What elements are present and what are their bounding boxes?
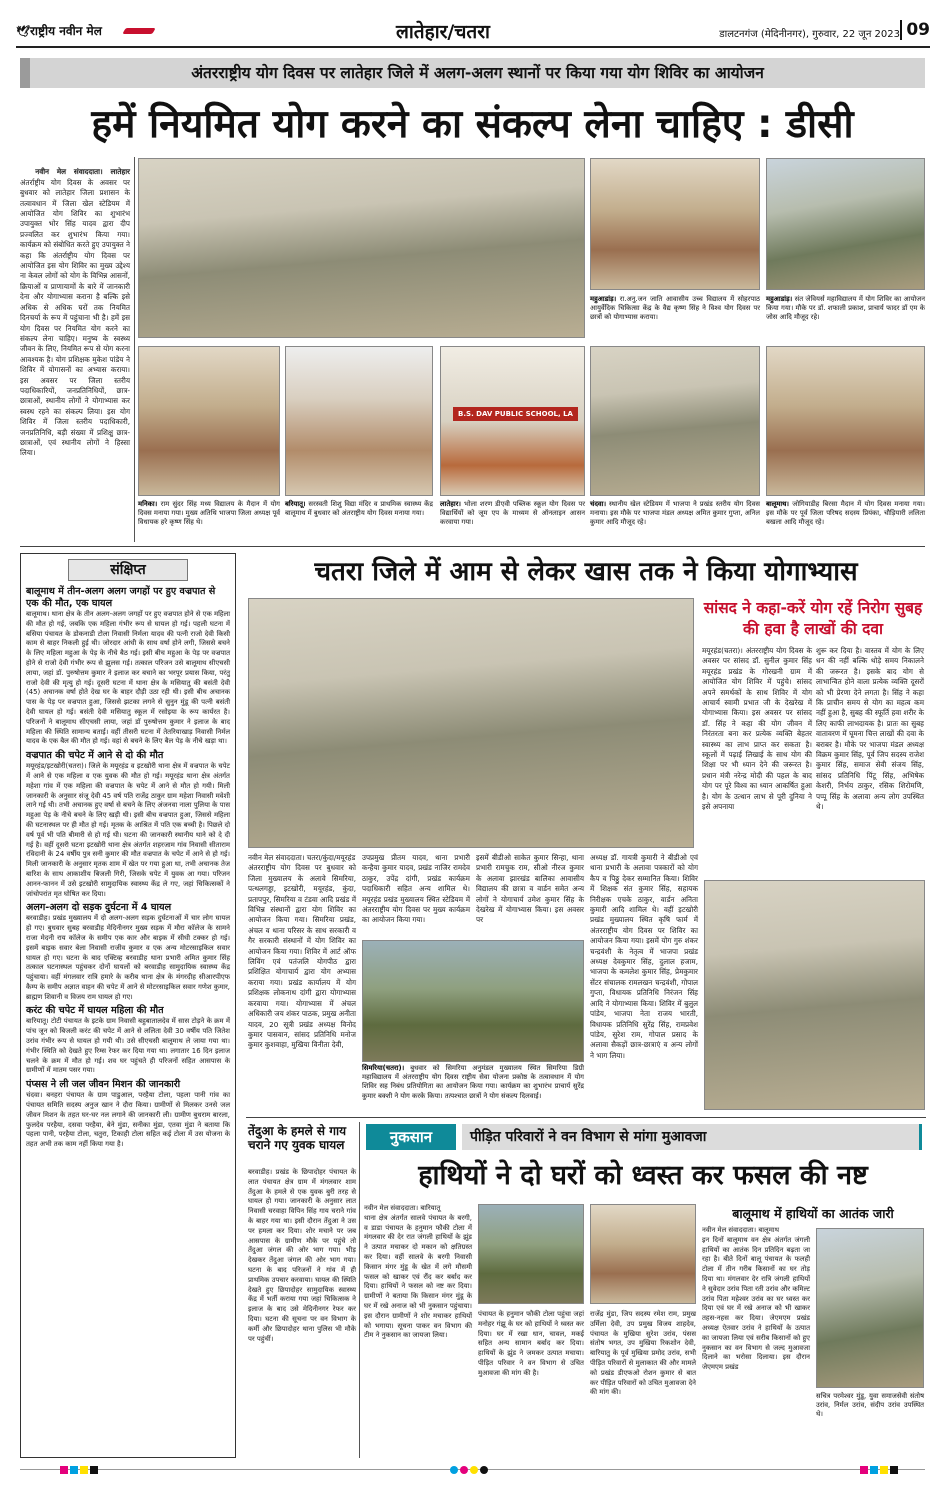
- section-title: लातेहार/चतरा: [396, 21, 490, 43]
- caption-balumath-elephant: सचित्र परमेश्वर मुंडू, युवा समाजसेवी संतोष उरांव, निर्मल उरांव, संदीप उरांव उपस्थित थे।: [816, 1392, 924, 1419]
- caption-balumath: बालूमाथ। जोगियाडीह बिरसा मैदान में योग दिवस मनाया गया। इस मौके पर पूर्व जिला परिषद सदस्य प्रियंका, चौड़ियारी ललिता बखला आदि मौजूद रहे।: [766, 500, 925, 527]
- mp-headline: सांसद ने कहा-करें योग रहें निरोग सुबह की हवा है लाखों की दवा: [703, 599, 923, 638]
- page-number: 09: [900, 20, 930, 40]
- logo-pen-mark: [122, 28, 155, 34]
- elephant-col3: राजेंद्र मुंडा, जिप सदस्य रमेश राम, प्रमुख उर्मिला देवी, उप प्रमुख विजय शाहदेव, पंचायत के मुखिया सुरेश उरांव, पंसस संतोष भगत, उप मुखिया रिकशोन देवी, बारियातु के पूर्व मुखिया प्रमोद उरांव, सभी पीड़ित परिवारों से मुलाकात की और मामले को प्रखंड डीएफओ रोशन कुमार से बात कर पीड़ित परिवारों को उचित मुआवजा देने की मांग की।: [590, 1310, 699, 1397]
- caption-mahuadanr-1: महुआडांड़। रा.अनु.जन जाति आवासीय उच्च विद्यालय में सोहरपाठ आयुर्वेदिक चिकित्सा केंद्र के वैद्य कृष्ण सिंह ने विश्व योग दिवस पर छात्रों को योगाभ्यास कराया।: [590, 295, 760, 322]
- balumath-article: नवीन मेल संवाददाता। बालूमाथ इन दिनों बालूमाथ वन क्षेत्र अंतर्गत जंगली हाथियों का आतंक दिन प्रतिदिन बढ़ता जा रहा है। बीते दिनों बालू पंचायत के फलही टोला में तीन गरीब किसानों का घर तोड़ दिया था। मंगलवार देर रात्रि जंगली हाथियों ने सुवेदार उरांव पिता रती उरांव और कमिल्ट उरांव पिता महेश्वर उरांव का घर ध्वस्त कर दिया एवं घर में रखे अनाज को भी खाकर तहस-नहस कर दिया। जेएमएम प्रखंड अध्यक्ष ऐतवार उरांव ने हाथियों के उत्पात का जायजा लिया एवं सरीब किसानों को हुए नुकसान का वन विभाग से जल्द मुआवजा दिलाने का भरोसा दिलाया। इस दौरान जेएमएम प्रखंड: [702, 1226, 810, 1372]
- brief-body-2: मयूरहंड/इटखोरी(चतरा)। जिले के मयूरहंड व इटखोरी थाना क्षेत्र में वज्रपात के चपेट में आने से एक महिला व एक युवक की मौत हो गई। मयूरहंड थाना क्षेत्र अंतर्गत महेशा गांव में एक महिला की वज्रपात के चपेट में आने से मौत हो गयी। मिली जानकारी के अनुसार संजू देवी 45 वर्ष पति राजेंद्र ठाकुर ग्राम महेशा निवासी मवेशी लाने गई थी। तभी अचानक हुए वर्षा से बचने के लिए अंजनवा नाला पुलिया के पास महुआ पेड़ के नीचे बचने के लिए खड़ी थी। इसी बीच वज्रपात हुआ, जिससे महिला की घटनास्थल पर ही मौत हो गई। मृतक के आश्रित में पति एक बच्ची है। पिछले दो वर्ष पूर्व भी पति बीमारी से हो गई थी। घटना की जानकारी स्थानीय थाने को दे दी गई है। वहीं दूसरी घटना इटखोरी थाना क्षेत्र अंतर्गत शहरजाम गांव निवासी सीताराम रविदानी के 24 वर्षीय पुत्र सनी कुमार की मौत वज्रपात के चपेट में आने से हो गई। मिली जानकारी के अनुसार मृतक शाम में खेत पर गया हुआ था, तभी अचानक तेज बारिश के साथ आकाशीय बिजली गिरी, जिसके चपेट में युवक आ गया। परिजन आनन-फानन में उसे इटखोरी सामुदायिक स्वास्थ्य केंद्र ले गए, जहां चिकित्सकों ने जांचोपरांत मृत घोषित कर दिया।: [26, 762, 233, 898]
- caption-manika: मनिका। राम सुंदर सिंह मध्य विद्यालय के मैदान में योग दिवस मनाया गया। मुख्य अतिथि भाजपा जिला अध्यक्ष पूर्व विधायक हरे कृष्ण सिंह थे।: [138, 500, 280, 527]
- top-banner: [20, 58, 925, 88]
- top-banner-text: अंतरराष्ट्रीय योग दिवस पर लातेहार जिले में अलग-अलग स्थानों पर किया गया योग शिविर का आयोजन: [191, 64, 764, 82]
- mp-article-col1: मयूरहंड(चतरा)। अंतरराष्ट्रीय योग दिवस के अवसर पर सांसद डॉ. सुनील कुमार सिंह मयूरहंड प्रखंड के गोरखनी ग्राम में आयोजित योग शिविर में पहुंचे। सांसद अपने समर्थकों के साथ शिविर में योग आचार्य स्वामी प्रभात जी के देखरेख में योगाभ्यास किया। इस अवसर पर सांसद डॉ. सिंह ने कहा की योग जीवन में निरंतरता बना कर प्रत्येक व्यक्ति बेहतर स्वास्थ्य का लाभ प्राप्त कर सकता है। स्कूलों में पढ़ाई लिखाई के साथ योग की शिक्षा पर भी ध्यान देने की जरूरत है। प्रधान मंत्री नरेन्द्र मोदी की पहल के बाद योग पर पूरे विश्व का ध्यान आकर्षित हुआ है। योग के उत्थान लाभ से पूरी दुनिया ने इसे अपनाया: [702, 646, 815, 812]
- briefs-box: [20, 553, 236, 1458]
- brief-heading-2: वज्रपात की चपेट में आने से दो की मौत: [26, 750, 164, 762]
- section-rule: [20, 546, 925, 547]
- brief-body-5: चंदवा। बनहरा पंचायत के ग्राम पाडुआल, परहैया टोला, पहला पानी गांव का पंचायत समिति सदस्य अनुज खान ने दौरा किया। ग्रामीणों से मिलकर उनसे जल जीवन मिशन के तहत घर-घर नल लगाने की जानकारी ली। ग्रामीण बुधराम बारला, फुलदेव परहैया, दसवा परहैया, बेने मुंडा, सनीका मुंडा, एतवा मुंडा ने बताया कि पहला पानी, परहैया टोला, चतुरा, टिकाही टोला सहित कई टोला में उस योजना के तहत अभी तक काम नहीं किया गया है।: [26, 1091, 233, 1149]
- top-headline: हमें नियमित योग करने का संकल्प लेना चाहिए : डीसी: [91, 102, 854, 147]
- caption-latehar: लातेहार। भोला शरण डीएवी पब्लिक स्कूल योग दिवस पर विद्यार्थियों को जूम एप के माध्यम से ऑनलाइन आसन करवाया गया।: [440, 500, 585, 527]
- simaria-college-photo: [362, 940, 584, 1062]
- chatra-rule: [246, 1117, 926, 1118]
- balumath-headline: बालूमाथ में हाथियों का आतंक जारी: [732, 1206, 894, 1221]
- chatra-col4: अध्यक्ष डॉ. गायत्री कुमारी ने बीडीओ एवं थाना प्रभारी के अलावा पत्रकारों को योग कैप व पिठ्ठु देकर सम्मानित किया। शिविर में शिक्षक संत कुमार सिंह, सहायक निरीक्षक एचके ठाकुर, वार्डन अनिता कुमारी आदि शामिल थे। वहीं इटखोरी प्रखंड मुख्यालय स्थित कृषि फार्म में अंतरराष्ट्रीय योग दिवस पर शिविर का आयोजन किया गया। इसमें योग गुरु शंकर चन्द्रवंशी के नेतृत्व में भाजपा प्रखंड अध्यक्ष देवकुमार सिंह, दुलाल हजाम, भाजपा के कमलेश कुमार सिंह, प्रेमकुमार सेंटर संचालक रामलखन चन्द्रवंशी, गोपाल गुप्ता, विधायक प्रतिनिधि निरंजन सिंह आदि ने योगाभ्यास किया। शिविर में बुलुल पांडेय, भाजपा नेता राजय भारती, विधायक प्रतिनिधि सुरेंद्र सिंह, रामप्रवेश पांडेय, सुरेश राम, गोपाल प्रसाद के अलावा सैकड़ों छात्र-छात्राएं व अन्य लोगों ने भाग लिया।: [590, 853, 701, 1060]
- brief-heading-1: बालूमाथ में तीन-अलग अलग जगहों पर हुए वज्रपात से एक की मौत, एक घायल: [26, 586, 216, 609]
- elephant-house-photo-2: [590, 1204, 696, 1304]
- mahuadanr-college-photo: [766, 158, 925, 290]
- caption-bariyatu: बरियातू। सरस्वती शिशु विद्या मंदिर व प्राथमिक स्वास्थ्य केंद्र बालूमाथ में बुधवार को अंतराष्ट्रीय योग दिवस मनाया गया।: [285, 500, 433, 518]
- chatra-yoga-photo: [248, 598, 694, 848]
- brief-body-3: बरवाडीह। प्रखंड मुख्यालय में दो अलग-अलग सड़क दुर्घटनाओं में चार लोग घायल हो गए। बुधवार सुबह बरवाडीह मेदिनीनगर मुख्य सड़क में मौरा कॉलेज के सामने राजा मेदनी राय कॉलेज के समीप एक कार और बाइक में सीधी टक्कर हो गई। इसमें बाइक सवार बेला निवासी राजीव कुमार व एक अन्य मोटरसाइकिल सवार घायल हो गए। घटना के बाद एक्टिव्ह बरवाडीह थाना प्रभारी अमित कुमार सिंह तत्काल घटनास्थल पहुंचकर दोनों घायलों को बरवाडीह सामुदायिक स्वास्थ्य केंद्र पहुंचाया। वहीं मंगलवार रात्रि हमारे के करीब थाना क्षेत्र के मंगरदीह सीआरपीएफ कैम्प के समीप अज्ञात वाहन की चपेट में आने से मोटरसाइकिल सवार गणेश कुमार, ब्राह्मण शिवानी व विजय राम घायल हो गए।: [26, 914, 233, 1001]
- brief-heading-5: पंप्सस ने ली जल जीवन मिशन की जानकारी: [26, 1079, 181, 1091]
- leopard-headline: तेंदुआ के हमले से गाय चराने गए युवक घायल: [248, 1124, 347, 1152]
- bariyatu-photo: [285, 346, 433, 496]
- balumath-elephant-photo: [816, 1228, 924, 1388]
- manika-photo: [138, 346, 280, 496]
- chatra-headline: चतरा जिले में आम से लेकर खास तक ने किया योगाभ्यास: [314, 557, 858, 587]
- stadium-yoga-photo: [138, 158, 585, 338]
- elephant-col1: नवीन मेल संवाददाता। बारियातू थाना क्षेत्र अंतर्गत सालवे पंचायत के बरगी, व डाडा पंचायत के हनुमान फौकी टोला में मंगलवार की देर रात जंगली हाथियों के झुंड ने उत्पात मचाकर दो मकान को क्षतिग्रस्त कर दिया। वहीं सालवे के बरगी निवासी किसान मंगर मुंडू के खेत में लगे मौसमी फसल को खाकर एवं रौंद कर बर्बाद कर दिया। हाथियों ने फसल को नष्ट कर दिया। ग्रामीणों ने बताया कि किसान मंगर मुंडू के घर में रखे अनाज को भी नुकसान पहुंचाया। इस दौरान ग्रामीणों ने शोर मचाकर हाथियों को भगाया। सूचना पाकर वन विभाग की टीम ने नुकसान का जायजा लिया।: [364, 1204, 472, 1340]
- elephant-col2: पंचायत के हनुमान फौकी टोला पहुंचा जहां मनोहर गंझू के घर को हाथियों ने ध्वस्त कर दिया। घर में रखा धान, चावल, मकई सहित अन्य सामान बर्बाद कर दिया। हाथियों के झुंड ने जमकर उत्पात मचाया। पीड़ित परिवार ने वन विभाग से उचित मुआवजा की मांग की है।: [478, 1310, 587, 1377]
- elephant-house-photo-1: [478, 1204, 584, 1304]
- briefs-content: [21, 581, 235, 1150]
- masthead: [16, 18, 930, 46]
- top-article-body: नवीन मेल संवाददाता। लातेहार अंतर्राष्ट्रीय योग दिवस के अवसर पर बुधवार को लातेहार जिला प्रशासन के तत्वावधान में जिला खेल स्टेडियम में आयोजित योग शिविर का शुभारंभ उपायुक्त भोर सिंह यादव द्वारा दीप प्रज्वलित कर शुभारंभ किया गया। कार्यक्रम को संबोधित करते हुए उपायुक्त ने कहा कि अंतर्राष्ट्रीय योग दिवस पर आयोजित इस योग शिविर का मुख्य उद्देश्य ना केवल लोगों को योग के विभिन्न आसनों, क्रियाओं व प्राणायामों के बारे में जानकारी देना और योगाभ्यास कराना है बल्कि इसे अधिक से अधिक घरों तक नियमित दिनचर्या के रूप में पहुंचाना भी है। हमें इस योग दिवस पर नियमित योग करने का संकल्प लेना चाहिए। मनुष्य के स्वस्थ्य जीवन के लिए, नियमित रूप से योग करना आवश्यक है। योग प्रशिक्षक मुकेश पांडेय ने शिविर में योगासनों का अभ्यास कराया। इस अवसर पर जिला स्तरीय पदाधिकारियों, जनप्रतिनिधियों, छात्र-छात्राओं, स्थानीय लोगों ने योगाभ्यास कर स्वस्थ रहने का संकल्प लिया। इस योग शिविर में जिला स्तरीय पदाधिकारी, जनप्रतिनिधि, बड़ी संख्या में प्रशिक्षु छात्र-छात्राओं, एवं स्थानीय लोगों ने हिस्सा लिया।: [20, 167, 133, 458]
- loss-tag: नुकसान: [366, 1124, 456, 1150]
- mahuadanr-school-photo: [590, 158, 760, 290]
- chandwa-photo: [590, 346, 760, 496]
- mp-article-col2: शुरू कर दिया है। वास्तव में योग के लिए धन की नहीं बल्कि थोड़े समय निकालने की जरूरत है। इसके बाद योग से लाभान्वित होने वाला प्रत्येक व्यक्ति दूसरों को भी प्रेरणा देने लगता है। सिंह ने कहा कि प्राचीन समय से योग का महत्व कम नहीं हुआ है, सुबह की स्फूर्ति हवा शरीर के लिए काफी लाभदायक है। प्रातः का सुबह वातावरण में घूमना चित्त लाखों की दवा के बराबर है। मौके पर भाजपा मंडल अध्यक्ष विक्रम कुमार सिंह, पूर्व जिप सदस्य राजेश कुमार सिंह, समाज सेवी संजय सिंह, सांसद प्रतिनिधि पिंटू सिंह, अभिषेक केशरी, निर्भय ठाकुर, रसिक शिरोमणि, पप्पू सिंह के अलावा अन्य लोग उपस्थित थे।: [816, 646, 927, 812]
- balumath-photo: [766, 346, 925, 496]
- caption-chandwa: चंदवा। स्थानीय खेल स्टेडियम में भाजपा ने प्रखंड स्तरीय योग दिवस मनाया। इस मौके पर भाजपा मंडल अध्यक्ष अमित कुमार गुप्ता, अनिल कुमार आदि मौजूद रहे।: [590, 500, 760, 527]
- chatra-col1: नवीन मेल संवाददाता। चतरा/कुंदा/मयूरहंड अंतरराष्ट्रीय योग दिवस पर बुधवार को जिला मुख्यालय के अलावे सिमरिया, पत्थलगड्डा, इटखोरी, मयूरहंड, कुंदा, प्रतापपुर, सिमरिया व टंडवा आदि प्रखंड में विभिन्न संस्थानों द्वारा योग शिविर का आयोजन किया गया। सिमरिया प्रखंड, अंचल व थाना परिसर के साथ सरकारी व गैर सरकारी संस्थानों में योग शिविर का आयोजन किया गया। शिविर में आर्ट ऑफ लिविंग एवं पतंजलि योगपीठ द्वारा प्रशिक्षित योगाचार्य द्वारा योग अभ्यास कराया गया। प्रखंड कार्यालय में योग प्रशिक्षक लोकनाथ दांगी द्वारा योगाभ्यास करवाया गया। योगाभ्यास में अंचल अधिकारी जय शंकर पाठक, प्रमुख अनीता यादव, 20 सूत्री प्रखंड अध्यक्ष विनोद कुमार पासवान, सांसद प्रतिनिधि मनोज कुमार कुशवाहा, मुखिया विनीता देवी,: [248, 853, 356, 1050]
- briefs-title: संक्षिप्त: [68, 559, 188, 581]
- elephant-headline: हाथियों ने दो घरों को ध्वस्त कर फसल की नष्ट: [418, 1160, 868, 1191]
- school-sign: B.S. DAV PUBLIC SCHOOL, LA: [453, 407, 578, 421]
- caption-simaria: सिमरिया(चतरा)। बुधवार को सिमरिया अनुमंडल मुख्यालय स्थित सिमरिया डिग्री महाविद्यालय में अंतरराष्ट्रीय योग दिवस राष्ट्रीय सेवा योजना प्रकोष्ठ के तत्वावधान में योग शिविर सह निबंध प्रतियोगिता का आयोजन किया गया। कार्यक्रम का शुभारंभ प्राचार्य सुरेंद्र कुमार बक्शी ने योग करके किया। तत्पश्चात छात्रों ने योग संकल्प दिलवाई।: [362, 1064, 584, 1100]
- print-registration-bar: [20, 1466, 925, 1480]
- bird-icon: 🕊: [16, 25, 30, 38]
- leopard-article: बरवाडीह। प्रखंड के छिपादोहर पंचायत के लात पंचायत क्षेत्र ग्राम में मंगलवार शाम तेंदुआ के हमले से एक युवक बुरी तरह से घायल हो गया। जानकारी के अनुसार लात निवासी चरवाहा विपिन सिंह गाय चराने गांव के बाहर गया था। इसी दौरान तेंदुआ ने उस पर हमला कर दिया। शोर मचाने पर जब आसपास के ग्रामीण मौके पर पहुंचे तो तेंदुआ जंगल की ओर भाग गया। भीड़ देखकर तेंदुआ जंगल की ओर भाग गया। घटना के बाद परिजनों ने गांव में ही प्राथमिक उपचार करवाया। घायल की स्थिति देखते हुए छिपादोहर सामुदायिक स्वास्थ्य केंद्र में भर्ती कराया गया जहां चिकित्सक ने इलाज के बाद उसे मेदिनीनगर रेफर कर दिया। घटना की सूचना पर वन विभाग के कर्मी और छिपादोहर थाना पुलिस भी मौके पर पहुंचीं।: [248, 1168, 359, 1343]
- brief-body-1: बालूमाथ। थाना क्षेत्र के तीन अलग-अलग जगहों पर हुए वज्रपात होने से एक महिला की मौत हो गई, जबकि एक महिला गंभीर रूप से घायल हो गई। पहली घटना में बसिया पंचायत के डोकनाडी टोला निवासी निर्मला यादव की पत्नी राजो देवी किसी काम से बाहर निकली हुई थी। जोरदार आंधी के साथ वर्षा होने लगी, जिससे बचने के लिए महिला महुआ के पेड़ के नीचे बैठ गई। इसी बीच महुआ के पेड़ पर वज्रपात होने से राजो देवी गंभीर रूप से झुलस गई। तत्काल परिजन उसे बालूमाथ सीएचसी लाया, जहां डॉ. पुरुषोत्तम कुमार ने इलाज कर बचाने का भरपूर प्रयास किया, परंतु राजो देवी की मृत्यु हो गई। दूसरी घटना में थाना क्षेत्र के मसियातु की बसंती देवी (45) अचानक वर्षा होते देख घर के बाहर दौड़ी उठा रही थी। इसी बीच अचानक पास के पेड़ पर वज्रपात हुआ, जिससे झटका लगने से सुनुन मुंडू की पत्नी बसंती देवी घायल हो गई। बसंती देवी मसियातु स्कूल में रसोइया के रूप कार्यरत है। परिजनों ने बालूमाथ सीएचसी लाया, जहां डॉ पुरुषोत्तम कुमार ने इलाज के बाद महिला की स्थिति सामान्य बताई। वहीं तीसरी घटना में तेतरियाखाड़ निवासी निर्मल यादव के एक बैल की मौत हो गई। वहां से बचने के लिए बैल पेड़ के नीचे खड़ा था।: [26, 610, 233, 746]
- brief-heading-4: करंट की चपेट में घायल महिला की मौत: [26, 1005, 164, 1017]
- elephant-subhead: पीड़ित परिवारों ने वन विभाग से मांगा मुआवजा: [462, 1124, 922, 1150]
- brief-body-4: बारियातू। टोटी पंचायत के इटके ग्राम निवासी बहुबातालदेव में सास टोड़ने के क्रम में पांच जून को बिजली करंट की चपेट में आने से ललिता देवी 30 वर्षीय पति जितेश उरांव गंभीर रूप से घायल हो गयी थी। उसे सीएचसी बालूमाथ ले जाया गया था। गंभीर स्थिति को देखते हुए रिम्स रेफर कर दिया गया था। लगातार 16 दिन इलाज चलने के क्रम में मौत हो गई। शव घर पहुंचते ही परिजनों सहित आसपास के ग्रामीणों में मातम पसर गया।: [26, 1017, 233, 1075]
- divider: [359, 1122, 360, 1458]
- dateline: डालटनगंज (मेदिनीनगर), गुरुवार, 22 जून 2023: [719, 29, 900, 40]
- masthead-rule: [16, 46, 930, 48]
- dav-school-photo: [440, 346, 585, 496]
- brief-heading-3: अलग-अलग दो सड़क दुर्घटना में 4 घायल: [26, 902, 172, 914]
- chatra-col3: इसमें बीडीओ साकेत कुमार सिन्हा, थाना प्रभारी रामचुक राम, सीओ नीरज कुमार के अलावा झारखंड बालिका आवासीय विद्यालय की छात्रा व वार्डन समेत अन्य लोगों ने योगाचार्य उमेश कुमार सिंह के देखरेख में योगाभ्यास किया। इस अवसर पर: [476, 853, 587, 925]
- newspaper-logo: 🕊राष्ट्रीय नवीन मेल: [16, 24, 102, 38]
- itkhori-yoga-photo: [704, 880, 925, 1110]
- divider: [134, 157, 135, 542]
- chatra-col2: उपप्रमुख प्रीतम यादव, थाना प्रभारी कन्हैया कुमार यादव, प्रखंड नाजिर रामदेव ठाकुर, उपेंद्र दांगी, प्रखंड कार्यक्रम पदाधिकारी सहित अन्य शामिल थे। मयूरहंड प्रखंड मुख्यालय स्थित स्टेडियम में अंतरराष्ट्रीय योग दिवस पर मुख्य कार्यक्रम का आयोजन किया गया।: [362, 853, 473, 925]
- caption-mahuadanr-2: महुआडांड़। संत जेवियर्स महाविद्यालय में योग शिविर का आयोजन किया गया। मौके पर डॉ. शफाली प्रकाश, प्राचार्य फादर डॉ एम के जोस आदि मौजूद रहे।: [766, 295, 925, 322]
